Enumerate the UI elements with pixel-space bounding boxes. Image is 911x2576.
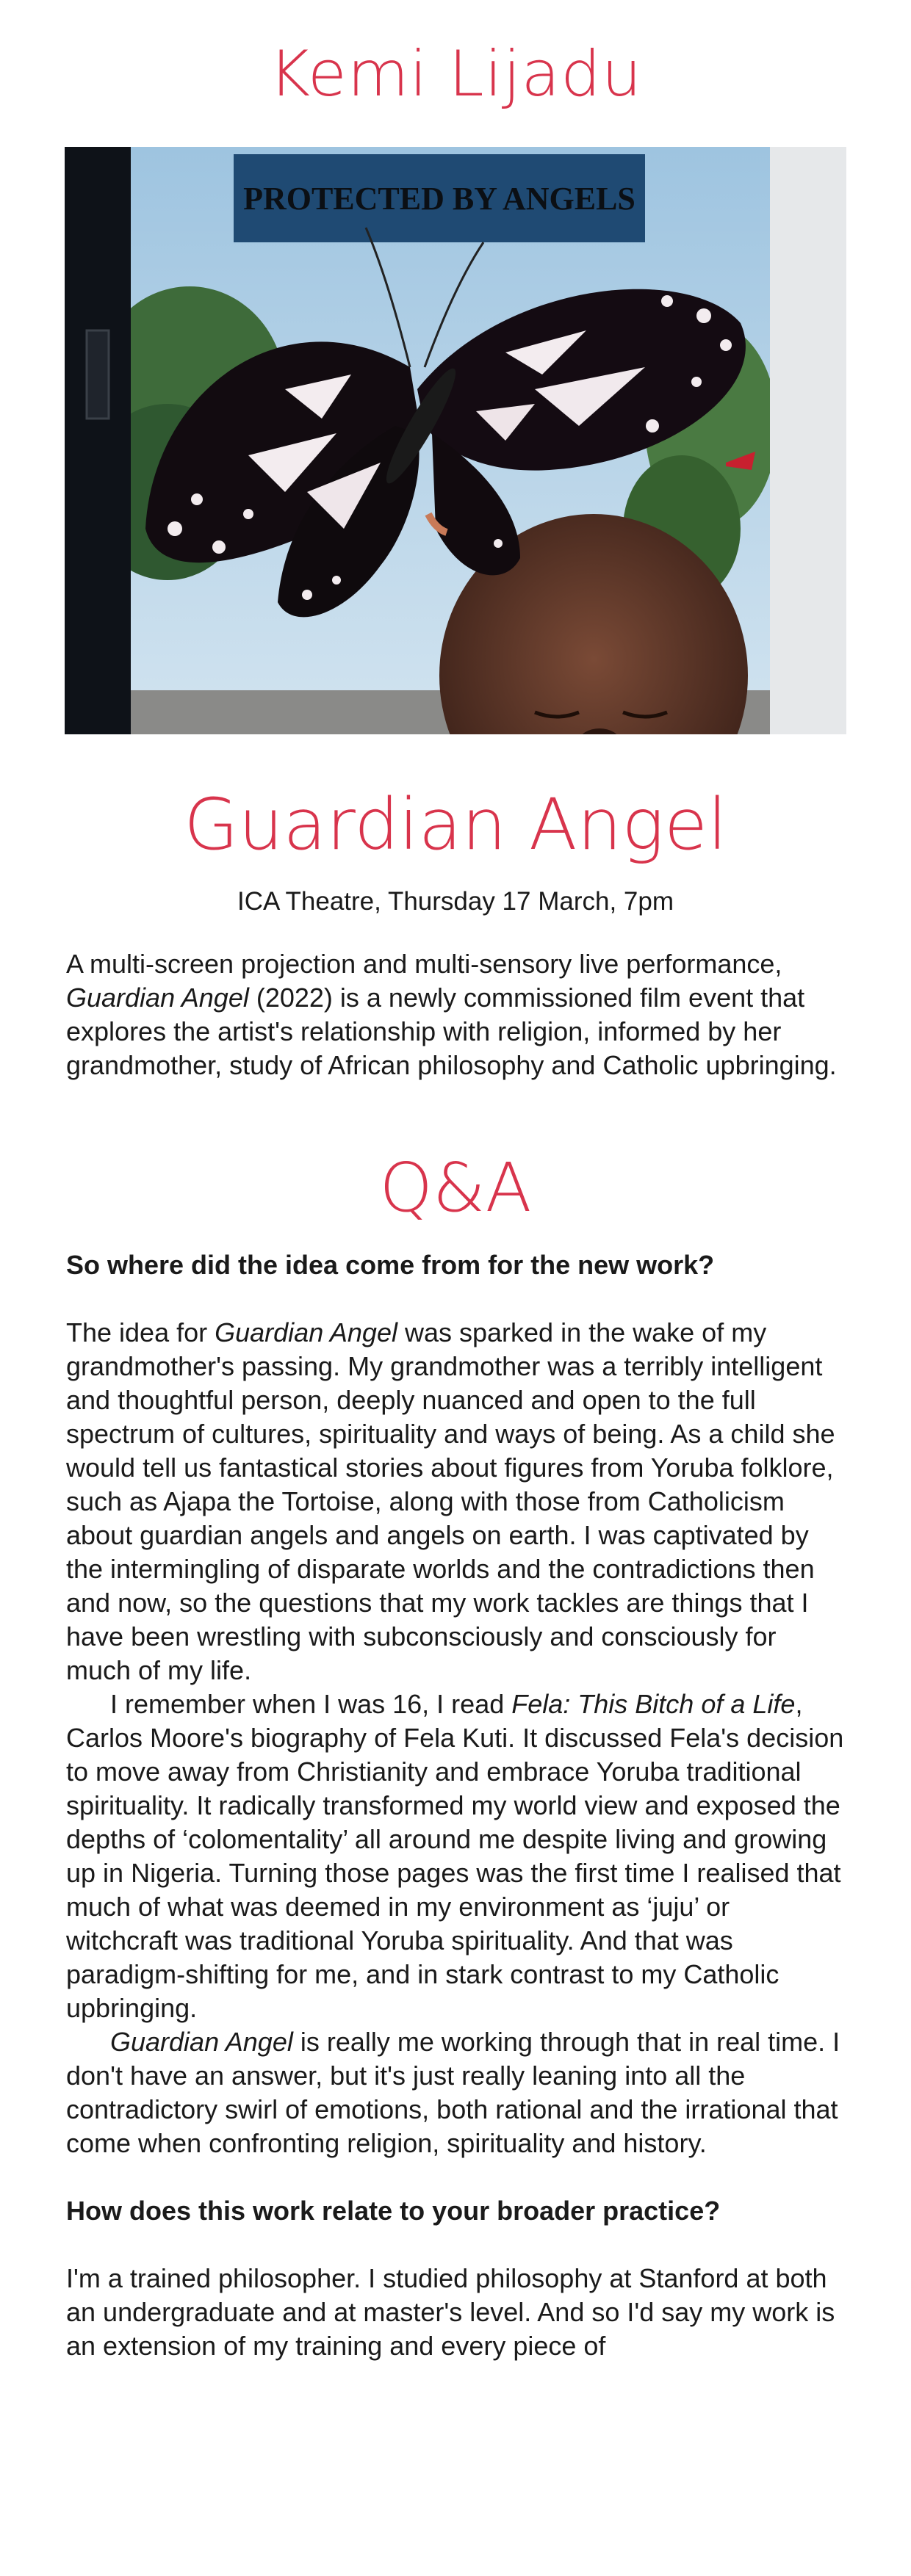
- answer-text: is really me working through that in real time. I don't have an answer, but it's just really leaning into all the contradictory swirl of emotions, both rational and the irrational that come when confronting religion, spirituality and history.: [66, 2027, 840, 2158]
- intro-title-italic: Guardian Angel: [66, 983, 249, 1013]
- artist-name: Kemi Lijadu: [268, 37, 643, 111]
- hero-image: [65, 147, 846, 734]
- answer-paragraph: I'm a trained philosopher. I studied philosophy at Stanford at both an undergraduate and at master's level. And so I'd say my work is an extension of my training and every piece of: [66, 2263, 835, 2361]
- intro-text: A multi-screen projection and multi-sensory live performance,: [66, 949, 782, 979]
- question: So where did the idea come from for the new work?: [66, 1250, 715, 1280]
- sign-text: PROTECTED BY ANGELS: [243, 181, 635, 217]
- qa-section: [66, 1248, 845, 2363]
- question: How does this work relate to your broader practice?: [66, 2196, 721, 2226]
- qa-heading: Q&A: [379, 1148, 532, 1227]
- answer-text: was sparked in the wake of my grandmother's passing. My grandmother was a terribly intelligent and thoughtful person, deeply nuanced and open to the full spectrum of cultures, spirituality and ways of being. As a child she would tell us fantastical stories about figures from Yoruba folklore, such as Ajapa the Tortoise, along with those from Catholicism about guardian angels and angels on earth. I was captivated by the intermingling of disparate worlds and the contradictions then and now, so the questions that my work tackles are things that I have been wrestling with subconsciously and consciously for much of my life.: [66, 1317, 835, 1685]
- event-intro: [66, 947, 845, 1082]
- intro-text: (2022) is a newly commissioned film event that explores the artist's relationship with religion, informed by her grandmother, study of African philosophy and Catholic upbringing.: [66, 983, 837, 1080]
- answer-text: The idea for: [66, 1317, 215, 1347]
- work-title-italic: Guardian Angel: [110, 2027, 293, 2057]
- work-title-italic: Guardian Angel: [215, 1317, 397, 1347]
- answer-paragraph: [66, 1687, 845, 2025]
- event-title: Guardian Angel: [184, 784, 727, 866]
- answer-text: I remember when I was 16, I read: [110, 1689, 512, 1719]
- answer-text: , Carlos Moore's biography of Fela Kuti. It discussed Fela's decision to move away from Christianity and embrace Yoruba traditional spirituality. It radically transformed my world view and exposed the depths of ‘colomentality’ all around me despite living and growing up in Nigeria. Turning those pages was the first time I realised that much of what was deemed in my environment as ‘juju’ or witchcraft was traditional Yoruba spirituality. And that was paradigm-shifting for me, and in stark contrast to my Catholic upbringing.: [66, 1689, 844, 2023]
- answer-paragraph: [66, 2025, 845, 2160]
- answer-paragraph: [66, 1316, 845, 1687]
- book-title-italic: Fela: This Bitch of a Life: [511, 1689, 796, 1719]
- event-meta: ICA Theatre, Thursday 17 March, 7pm: [237, 887, 674, 916]
